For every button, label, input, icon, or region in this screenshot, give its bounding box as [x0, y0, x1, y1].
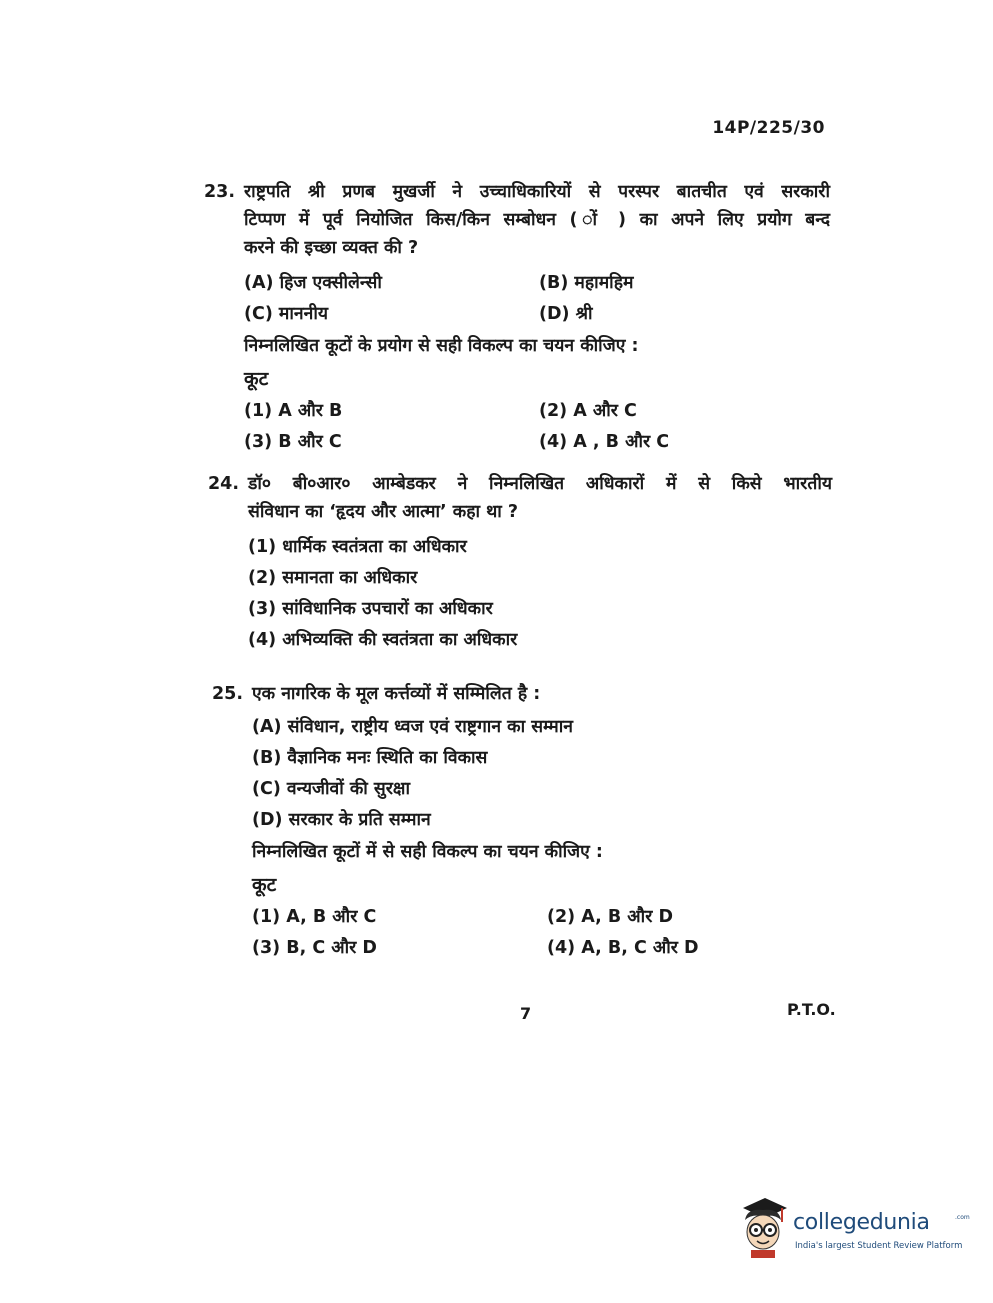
- question-23: [204, 178, 830, 458]
- question-text-line: डॉ० बी०आर० आम्बेडकर ने निम्नलिखित अधिकारों में से किसे भारतीय: [248, 474, 832, 494]
- question-number: 25.: [212, 684, 244, 704]
- code-grid: [204, 396, 830, 458]
- instruction: निम्नलिखित कूटों में से सही विकल्प का चयन कीजिए :: [252, 842, 603, 862]
- option-list: [208, 532, 832, 656]
- question-text-line: एक नागरिक के मूल कर्त्तव्यों में सम्मिलित है :: [252, 684, 541, 704]
- kut-label: कूट: [244, 368, 269, 390]
- question-25: [212, 680, 832, 964]
- option-list: [212, 712, 832, 836]
- code-option: (2) A और C: [539, 401, 637, 421]
- page-number: 7: [520, 1004, 532, 1023]
- code-option: (1) A और B: [244, 401, 343, 421]
- question-number: 24.: [208, 474, 240, 494]
- question-text-line: संविधान का ‘हृदय और आत्मा’ कहा था ?: [248, 502, 519, 522]
- option: (3) सांविधानिक उपचारों का अधिकार: [248, 599, 493, 619]
- code-grid: [212, 902, 832, 964]
- pto-label: P.T.O.: [787, 1000, 836, 1019]
- code-option: (1) A, B और C: [252, 907, 377, 927]
- code-option: (4) A , B और C: [539, 432, 670, 452]
- code-option: (3) B, C और D: [252, 938, 377, 958]
- question-24: [208, 470, 832, 656]
- question-text-line: करने की इच्छा व्यक्त की ?: [244, 238, 419, 258]
- code-option: (4) A, B, C और D: [547, 938, 699, 958]
- paper-code: 14P/225/30: [712, 118, 825, 138]
- option: (1) धार्मिक स्वतंत्रता का अधिकार: [248, 537, 467, 557]
- option: (2) समानता का अधिकार: [248, 568, 418, 588]
- code-option: (3) B और C: [244, 432, 342, 452]
- option: (C) वन्यजीवों की सुरक्षा: [252, 779, 410, 799]
- instruction: निम्नलिखित कूटों के प्रयोग से सही विकल्प का चयन कीजिए :: [244, 336, 639, 356]
- mascot-icon: [735, 1196, 791, 1260]
- option: (B) महामहिम: [539, 273, 634, 293]
- option: (4) अभिव्यक्ति की स्वतंत्रता का अधिकार: [248, 630, 518, 650]
- question-text-line: टिप्पण में पूर्व नियोजित किस/किन सम्बोधन ( ों ) का अपने लिए प्रयोग बन्द: [244, 210, 830, 230]
- option: (B) वैज्ञानिक मनः स्थिति का विकास: [252, 748, 488, 768]
- option: (D) श्री: [539, 304, 593, 324]
- brand-domain: .com: [955, 1214, 970, 1221]
- brand-tagline: India's largest Student Review Platform: [795, 1241, 963, 1251]
- code-option: (2) A, B और D: [547, 907, 673, 927]
- option: (C) माननीय: [244, 304, 329, 324]
- kut-label: कूट: [252, 874, 277, 896]
- question-text-line: राष्ट्रपति श्री प्रणब मुखर्जी ने उच्चाधिकारियों से परस्पर बातचीत एवं सरकारी: [244, 182, 830, 202]
- question-number: 23.: [204, 182, 236, 202]
- option: (D) सरकार के प्रति सम्मान: [252, 810, 431, 830]
- option-grid: [204, 268, 830, 330]
- option: (A) संविधान, राष्ट्रीय ध्वज एवं राष्ट्रगान का सम्मान: [252, 717, 573, 737]
- option: (A) हिज एक्सीलेन्सी: [244, 273, 382, 293]
- collegedunia-logo: [735, 1196, 970, 1266]
- brand-name: collegedunia: [793, 1210, 930, 1235]
